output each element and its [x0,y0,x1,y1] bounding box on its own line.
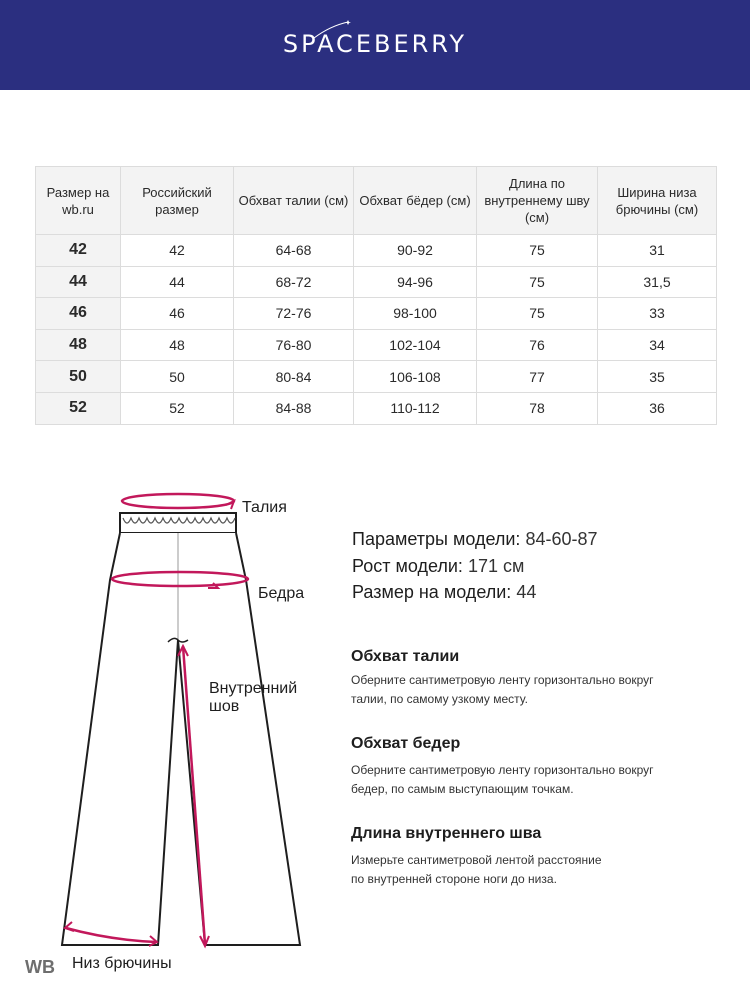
waist-arrow-icon [226,501,234,509]
header-banner [0,0,750,90]
table-row [36,329,717,361]
table-cell: 77 [477,361,598,393]
table-cell: 80-84 [234,361,354,393]
table-cell: 31 [598,235,717,267]
table-cell: 42 [121,235,234,267]
table-cell: 33 [598,298,717,330]
section-text-line: Оберните сантиметровую ленту горизонтально вокруг [351,673,654,687]
table-cell: 106-108 [354,361,477,393]
header-cell: Ширина низа брючины (см) [598,167,717,235]
waistband-shape [120,513,236,533]
table-cell: 52 [36,392,121,424]
model-size [352,582,536,603]
model-params [352,529,598,550]
table-cell: 52 [121,392,234,424]
section-text-line: бедер, по самым выступающим точкам. [351,782,574,796]
section-text [351,851,711,889]
model-size-value: 44 [516,582,537,602]
hips-label: Бедра [258,585,305,602]
header-cell: Длина по внутреннему шву (см) [477,167,598,235]
table-cell: 34 [598,329,717,361]
hem-label: Низ брючины [72,955,172,972]
table-cell: 42 [36,235,121,267]
model-size-label: Размер на модели: [352,582,512,602]
inseam-label-line1: Внутренний [209,680,298,697]
model-params-value: 84-60-87 [525,529,598,549]
model-height [352,556,524,577]
section-text [351,761,711,799]
table-cell: 76 [477,329,598,361]
section-text-line: по внутренней стороне ноги до низа. [351,872,557,886]
model-height-label: Рост модели: [352,556,463,576]
table-cell: 48 [121,329,234,361]
table-cell: 31,5 [598,266,717,298]
header-cell: Российский размер [121,167,234,235]
table-row [36,392,717,424]
table-cell: 110-112 [354,392,477,424]
table-cell: 68-72 [234,266,354,298]
header-cell: Обхват талии (см) [234,167,354,235]
section-text-line: Измерьте сантиметровой лентой расстояние [351,853,602,867]
table-row [36,298,717,330]
waist-measure-ring [122,494,234,508]
table-cell: 44 [36,266,121,298]
table-cell: 75 [477,298,598,330]
table-cell: 44 [121,266,234,298]
table-cell: 50 [121,361,234,393]
table-cell: 102-104 [354,329,477,361]
table-cell: 48 [36,329,121,361]
size-table [35,166,717,425]
table-header-row [36,167,717,235]
brand-logo: SPACEBERRY [282,30,468,58]
section-text-line: талии, по самому узкому месту. [351,692,528,706]
table-cell: 84-88 [234,392,354,424]
table-cell: 50 [36,361,121,393]
table-cell: 64-68 [234,235,354,267]
section-text-line: Оберните сантиметровую ленту горизонтально вокруг [351,763,654,777]
table-cell: 78 [477,392,598,424]
header-cell: Обхват бёдер (см) [354,167,477,235]
model-params-label: Параметры модели: [352,529,521,549]
table-row [36,266,717,298]
table-cell: 98-100 [354,298,477,330]
table-row [36,235,717,267]
table-cell: 94-96 [354,266,477,298]
table-cell: 76-80 [234,329,354,361]
waist-label: Талия [242,499,287,516]
inseam-label-line2: шов [209,698,240,715]
section-title: Обхват бедер [351,735,461,752]
table-cell: 46 [36,298,121,330]
table-cell: 36 [598,392,717,424]
table-cell: 75 [477,235,598,267]
section-title: Обхват талии [351,648,460,665]
pants-diagram [0,480,340,980]
table-cell: 35 [598,361,717,393]
header-cell: Размер на wb.ru [36,167,121,235]
wb-watermark: WB [25,957,55,977]
table-cell: 46 [121,298,234,330]
table-row [36,361,717,393]
table-cell: 75 [477,266,598,298]
section-text [351,671,711,709]
table-cell: 72-76 [234,298,354,330]
model-height-value: 171 см [467,556,525,576]
section-title: Длина внутреннего шва [351,825,542,842]
table-cell: 90-92 [354,235,477,267]
